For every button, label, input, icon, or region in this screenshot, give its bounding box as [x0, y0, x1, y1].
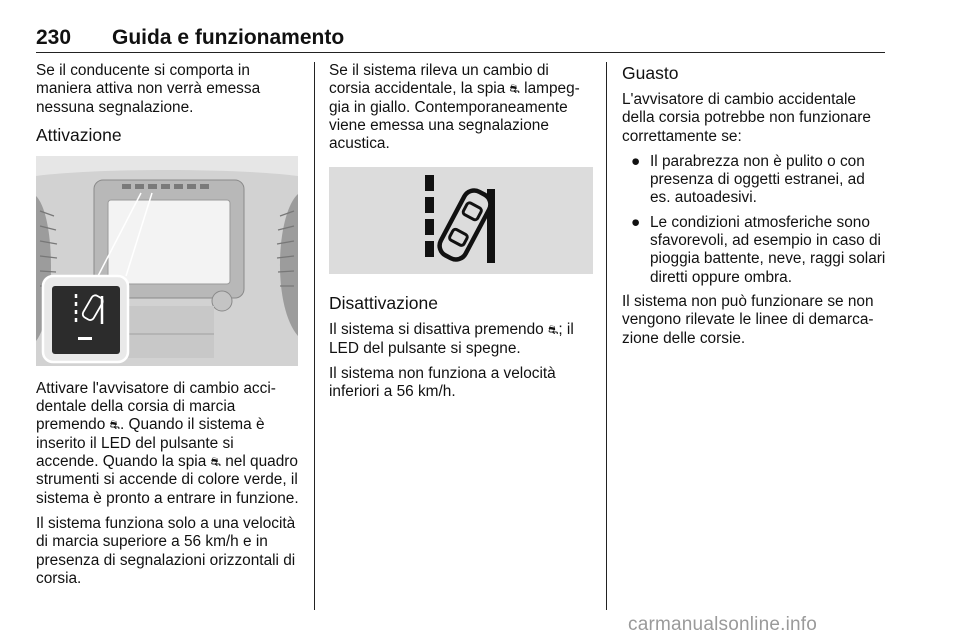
- column-left: [36, 62, 300, 595]
- list-item: ● Il parabrezza non è pulito o con presenza di oggetti estranei, ad es. autoadesivi.: [631, 152, 865, 207]
- low-speed-paragraph: Il sistema non funziona a velocità inferiori a 56 km/h.: [329, 365, 556, 401]
- page-header: [36, 26, 885, 50]
- column-right: [622, 62, 886, 355]
- lane-departure-icon: [329, 167, 593, 274]
- activation-paragraph: Attivare l'avvisatore di cambio acci-dentale della corsia di marcia premendo ⛐. Quando il sistema è inserito il LED del pulsante si accende. Quando la spia ⛐ nel quadro strumenti si accende di colore verde, il sistema è pronto a entrare in funzione.: [36, 379, 299, 507]
- deactivation-paragraph: Il sistema si disattiva premendo ⛐; il LED del pulsante si spegne.: [329, 321, 574, 357]
- column-divider-left: [314, 62, 315, 610]
- lane-departure-icon: ⛐: [210, 455, 221, 470]
- bullet-point: ●: [631, 152, 641, 170]
- lane-departure-icon: ⛐: [547, 323, 559, 338]
- intro-paragraph: Se il conducente si comporta in maniera attiva non verrà emessa nessuna segnalazione.: [36, 62, 261, 116]
- detection-paragraph: Se il sistema rileva un cambio di corsia accidentale, la spia ⛐ lampeg-gia in giallo. Contemporaneamente viene emessa una segnalazione acustica.: [329, 62, 580, 153]
- column-divider-right: [606, 62, 607, 610]
- fault-intro-paragraph: L'avvisatore di cambio accidentale della corsia potrebbe non funzionare correttamente se:: [622, 91, 871, 145]
- lane-departure-icon: ⛐: [109, 418, 120, 433]
- section-heading-deactivation: Disattivazione: [329, 293, 438, 314]
- page-number: 230: [36, 26, 72, 49]
- section-heading-fault: Guasto: [622, 63, 679, 83]
- chapter-title: Guida e funzionamento: [112, 26, 345, 49]
- fault-conditions-list: [622, 153, 886, 287]
- column-middle: [329, 62, 594, 409]
- section-heading-activation: Attivazione: [36, 124, 122, 145]
- watermark: carmanualsonline.info: [628, 614, 818, 635]
- header-rule: [36, 52, 885, 53]
- fault-outro-paragraph: Il sistema non può funzionare se non vengono rilevate le linee di demarca-zione delle corsie.: [622, 292, 874, 347]
- speed-condition-paragraph: Il sistema funziona solo a una velocità di marcia superiore a 56 km/h e in presenza di segnalazioni orizzontali di corsia.: [36, 514, 296, 587]
- list-item: ● Le condizioni atmosferiche sono sfavorevoli, ad esempio in caso di pioggia battente, neve, raggi solari diretti oppure ombra.: [631, 213, 886, 286]
- lane-departure-icon: ⛐: [509, 82, 520, 97]
- bullet-point: ●: [631, 213, 641, 231]
- dashboard-button-illustration: [36, 156, 298, 366]
